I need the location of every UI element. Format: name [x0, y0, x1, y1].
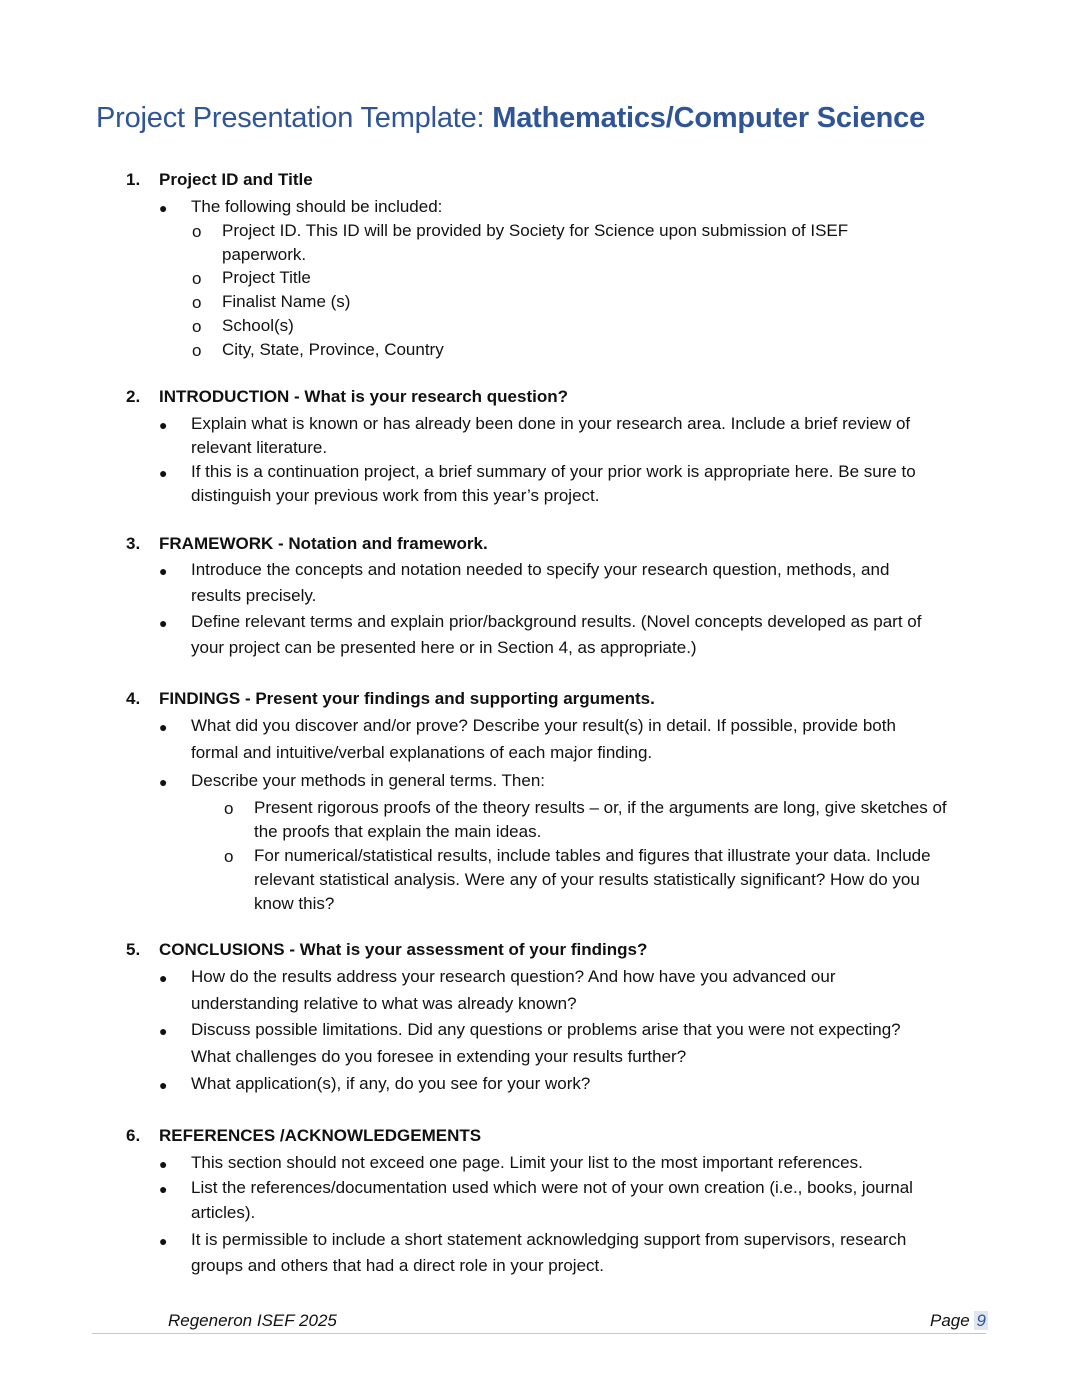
bullet-marker: ● [159, 1233, 168, 1249]
sub-bullet-marker: o [192, 269, 202, 288]
list-item-line: Define relevant terms and explain prior/background results. (Novel concepts developed as part of [191, 612, 922, 631]
bullet-marker: ● [159, 1181, 168, 1197]
section-heading [126, 689, 655, 709]
footer-page [930, 1311, 988, 1331]
sub-item-line: Project Title [222, 268, 311, 287]
list-item-line: Introduce the concepts and notation needed to specify your research question, methods, and [191, 560, 890, 579]
section-number: 1. [126, 170, 141, 189]
bullet-marker: ● [159, 1023, 168, 1039]
sub-bullet-marker: o [192, 222, 202, 241]
sub-item-line: School(s) [222, 316, 294, 335]
section-heading [126, 534, 488, 554]
footer-page-number: 9 [976, 1311, 986, 1330]
bullet-marker: ● [159, 774, 168, 790]
list-item-line: Describe your methods in general terms. Then: [191, 771, 546, 790]
list-item-line: What challenges do you foresee in extending your results further? [191, 1047, 687, 1066]
title-prefix: Project Presentation Template: [96, 102, 493, 134]
footer-divider [92, 1333, 986, 1334]
bullet-marker: ● [159, 970, 168, 986]
page-title [96, 102, 925, 135]
section-number: 2. [126, 387, 141, 406]
section-heading [126, 387, 568, 407]
section-heading-text: CONCLUSIONS - What is your assessment of your findings? [159, 940, 648, 959]
section-heading [126, 940, 647, 960]
list-item-line: Explain what is known or has already been done in your research area. Include a brief review of [191, 414, 911, 433]
sub-bullet-marker: o [192, 293, 202, 312]
list-item-line: The following should be included: [191, 197, 443, 216]
sub-item-line: City, State, Province, Country [222, 340, 444, 359]
footer-page-label: Page [930, 1311, 975, 1330]
sub-item-line: relevant statistical analysis. Were any of your results statistically significant? How do you [254, 870, 920, 889]
list-item-line: your project can be presented here or in Section 4, as appropriate.) [191, 638, 697, 657]
section-number: 4. [126, 689, 141, 708]
bullet-marker: ● [159, 465, 168, 481]
list-item-line: Discuss possible limitations. Did any questions or problems arise that you were not expecting? [191, 1020, 901, 1039]
sub-bullet-marker: o [192, 317, 202, 336]
section-heading-text: INTRODUCTION - What is your research question? [159, 387, 568, 406]
list-item-line: distinguish your previous work from this year’s project. [191, 486, 600, 505]
list-item-line: results precisely. [191, 586, 317, 605]
bullet-marker: ● [159, 615, 168, 631]
sub-bullet-marker: o [224, 799, 234, 818]
list-item-line: How do the results address your research question? And how have you advanced our [191, 967, 836, 986]
sub-item-line: Finalist Name (s) [222, 292, 351, 311]
list-item-line: What application(s), if any, do you see for your work? [191, 1074, 591, 1093]
sub-item-line: Project ID. This ID will be provided by Society for Science upon submission of ISEF [222, 221, 849, 240]
list-item-line: List the references/documentation used which were not of your own creation (i.e., books, journal [191, 1178, 913, 1197]
sub-item-line: know this? [254, 894, 335, 913]
section-heading-text: REFERENCES /ACKNOWLEDGEMENTS [159, 1126, 482, 1145]
sub-item-line: For numerical/statistical results, include tables and figures that illustrate your data. Include [254, 846, 931, 865]
list-item-line: relevant literature. [191, 438, 328, 457]
list-item-line: groups and others that had a direct role in your project. [191, 1256, 604, 1275]
list-item-line: formal and intuitive/verbal explanations of each major finding. [191, 743, 653, 762]
list-item-line: understanding relative to what was already known? [191, 994, 577, 1013]
section-heading [126, 1126, 481, 1146]
list-item-line: It is permissible to include a short statement acknowledging support from supervisors, research [191, 1230, 907, 1249]
section-number: 6. [126, 1126, 141, 1145]
sub-item-line: the proofs that explain the main ideas. [254, 822, 542, 841]
section-number: 3. [126, 534, 141, 553]
sub-bullet-marker: o [192, 341, 202, 360]
bullet-marker: ● [159, 719, 168, 735]
section-heading-text: FINDINGS - Present your findings and supporting arguments. [159, 689, 655, 708]
section-heading-text: Project ID and Title [159, 170, 313, 189]
sub-bullet-marker: o [224, 847, 234, 866]
section-heading-text: FRAMEWORK - Notation and framework. [159, 534, 488, 553]
section-heading [126, 170, 313, 190]
footer-event: Regeneron ISEF 2025 [168, 1311, 337, 1330]
bullet-marker: ● [159, 1077, 168, 1093]
sub-item-line: paperwork. [222, 245, 307, 264]
bullet-marker: ● [159, 1156, 168, 1172]
bullet-marker: ● [159, 563, 168, 579]
list-item-line: articles). [191, 1203, 256, 1222]
list-item-line: What did you discover and/or prove? Describe your result(s) in detail. If possible, provide both [191, 716, 896, 735]
section-number: 5. [126, 940, 141, 959]
list-item-line: If this is a continuation project, a brief summary of your prior work is appropriate here. Be sure to [191, 462, 916, 481]
bullet-marker: ● [159, 200, 168, 216]
list-item-line: This section should not exceed one page. Limit your list to the most important references. [191, 1153, 863, 1172]
title-subject: Mathematics/Computer Science [492, 102, 926, 134]
sub-item-line: Present rigorous proofs of the theory results – or, if the arguments are long, give sketches of [254, 798, 947, 817]
bullet-marker: ● [159, 417, 168, 433]
